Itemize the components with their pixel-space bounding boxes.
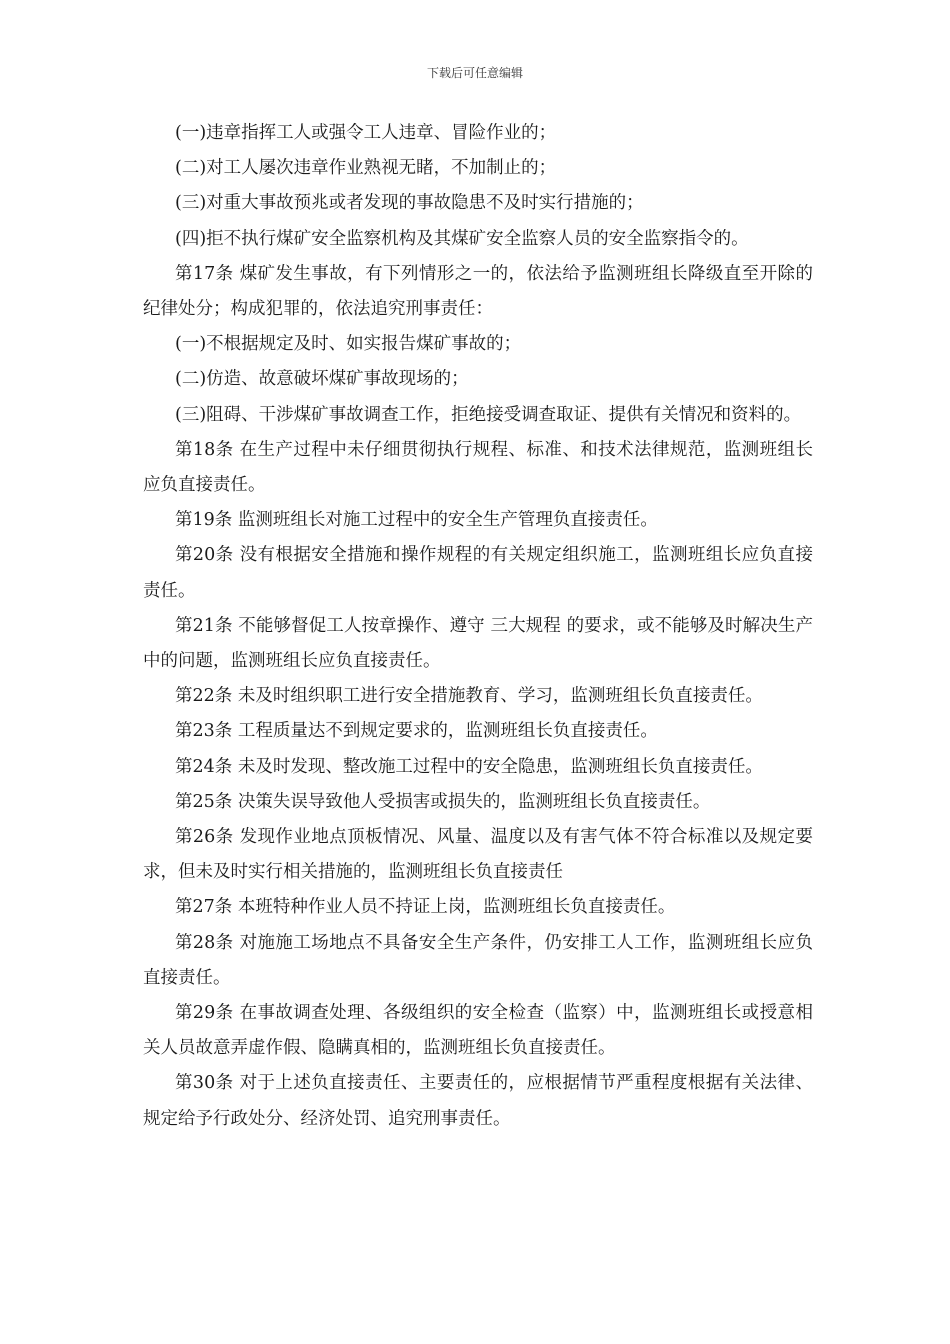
article-19: 第19条 监测班组长对施工过程中的安全生产管理负直接责任。 xyxy=(175,510,658,531)
paragraph: (二)对工人屡次违章作业熟视无睹，不加制止的； xyxy=(175,158,557,179)
article-27: 第27条 本班特种作业人员不持证上岗，监测班组长负直接责任。 xyxy=(175,897,676,918)
paragraph: (一)违章指挥工人或强令工人违章、冒险作业的； xyxy=(175,123,557,143)
article-30: 第30条 对于上述负直接责任、主要责任的，应根据情节严重程度根据有关法律、规定给予行政处分、经济处罚、追究刑事责任。 xyxy=(143,1073,813,1129)
article-23: 第23条 工程质量达不到规定要求的，监测班组长负直接责任。 xyxy=(175,721,658,742)
paragraph: (四)拒不执行煤矿安全监察机构及其煤矿安全监察人员的安全监察指令的。 xyxy=(175,228,749,249)
article-20: 第20条 没有根据安全措施和操作规程的有关规定组织施工，监测班组长应负直接责任。 xyxy=(143,545,813,601)
paragraph: (一)不根据规定及时、如实报告煤矿事故的； xyxy=(175,334,522,355)
paragraph: (二)仿造、故意破坏煤矿事故现场的； xyxy=(175,369,469,390)
article-22: 第22条 未及时组织职工进行安全措施教育、学习，监测班组长负直接责任。 xyxy=(175,686,763,707)
article-29: 第29条 在事故调查处理、各级组织的安全检查（监察）中，监测班组长或授意相关人员故意弄虚作假、隐瞒真相的，监测班组长负直接责任。 xyxy=(143,1003,813,1059)
paragraph: (三)阻碍、干涉煤矿事故调查工作，拒绝接受调查取证、提供有关情况和资料的。 xyxy=(175,404,802,425)
article-25: 第25条 决策失误导致他人受损害或损失的，监测班组长负直接责任。 xyxy=(175,791,711,812)
document-body xyxy=(143,116,813,1137)
article-26: 第26条 发现作业地点顶板情况、风量、温度以及有害气体不符合标准以及规定要求，但未及时实行相关措施的，监测班组长负直接责任 xyxy=(143,827,813,883)
article-18: 第18条 在生产过程中未仔细贯彻执行规程、标准、和技术法律规范，监测班组长应负直接责任。 xyxy=(143,439,813,496)
paragraph: (三)对重大事故预兆或者发现的事故隐患不及时实行措施的； xyxy=(175,193,644,214)
article-28: 第28条 对施施工场地点不具备安全生产条件，仍安排工人工作，监测班组长应负直接责任。 xyxy=(143,932,813,988)
article-24: 第24条 未及时发现、整改施工过程中的安全隐患，监测班组长负直接责任。 xyxy=(175,756,763,777)
article-21: 第21条 不能够督促工人按章操作、遵守 三大规程 的要求，或不能够及时解决生产中的问题，监测班组长应负直接责任。 xyxy=(143,615,813,672)
article-17: 第17条 煤矿发生事故，有下列情形之一的，依法给予监测班组长降级直至开除的纪律处分；构成犯罪的，依法追究刑事责任： xyxy=(143,263,813,320)
page-header: 下载后可任意编辑 xyxy=(426,66,523,80)
